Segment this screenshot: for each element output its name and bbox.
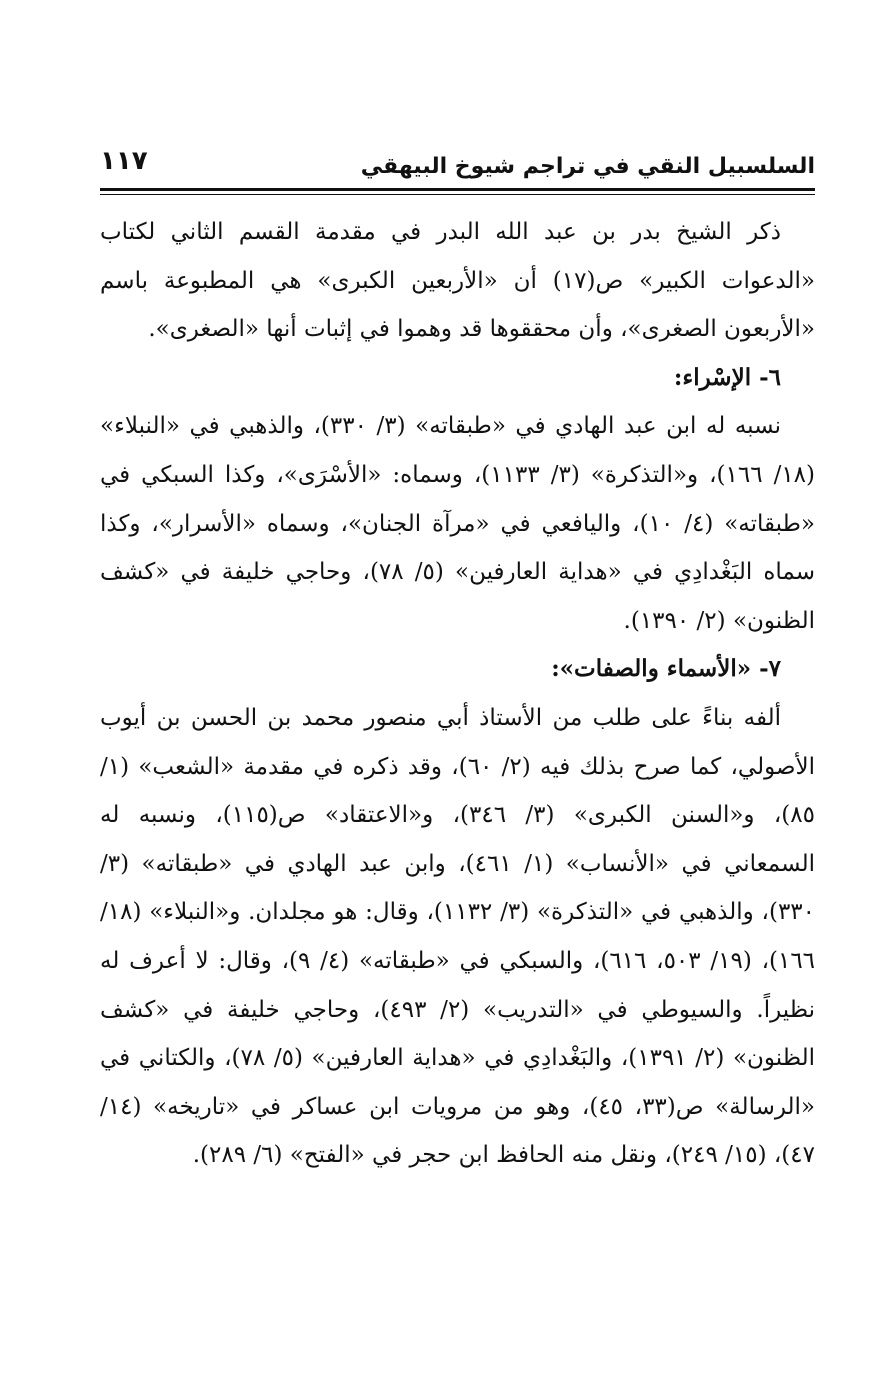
page-header [100, 142, 815, 186]
section-6-heading: ٦- الإسْراء: [673, 363, 781, 391]
header-rule-thick [100, 188, 815, 191]
book-title: السلسبيل النقي في تراجم شيوخ البيهقي [360, 154, 815, 179]
intro-paragraph: ذكر الشيخ بدر بن عبد الله البدر في مقدمة القسم الثاني لكتاب «الدعوات الكبير» ص(١٧) أن «الأربعين الكبرى» هي المطبوعة باسم «الأربعون الصغرى»، وأن محققوها قد وهموا في إثبات أنها «الصغرى». [100, 219, 815, 343]
section-7-paragraph: ألفه بناءً على طلب من الأستاذ أبي منصور محمد بن الحسن بن أيوب الأصولي، كما صرح بذلك فيه (٢/ ٦٠)، وقد ذكره في مقدمة «الشعب» (١/ ٨٥)، و«السنن الكبرى» (٣/ ٣٤٦)، و«الاعتقاد» ص(١١٥)، ونسبه له السمعاني في «الأنساب» (١/ ٤٦١)، وابن عبد الهادي في «طبقاته» (٣/ ٣٣٠)، والذهبي في «التذكرة» (٣/ ١١٣٢)، وقال: هو مجلدان. و«النبلاء» (١٨/ ١٦٦)، (١٩/ ٥٠٣، ٦١٦)، والسبكي في «طبقاته» (٤/ ٩)، وقال: لا أعرف له نظيراً. والسيوطي في «التدريب» (٢/ ٤٩٣)، وحاجي خليفة في «كشف الظنون» (٢/ ١٣٩١)، والبَغْدادِي في «هداية العارفين» (٥/ ٧٨)، والكتاني في «الرسالة» ص(٣٣، ٤٥)، وهو من مرويات ابن عساكر في «تاريخه» (١٤/ ٤٧)، (١٥/ ٢٤٩)، ونقل منه الحافظ ابن حجر في «الفتح» (٦/ ٢٨٩). [100, 704, 816, 1169]
page-body [100, 208, 815, 1180]
section-6-paragraph: نسبه له ابن عبد الهادي في «طبقاته» (٣/ ٣٣٠)، والذهبي في «النبلاء» (١٨/ ١٦٦)، و«التذكرة» (٣/ ١١٣٣)، وسماه: «الأسْرَى»، وكذا السبكي في «طبقاته» (٤/ ١٠)، واليافعي في «مرآة الجنان»، وسماه «الأسرار»، وكذا سماه البَغْدادِي في «هداية العارفين» (٥/ ٧٨)، وحاجي خليفة في «كشف الظنون» (٢/ ١٣٩٠). [100, 413, 816, 634]
header-rule-thin [100, 194, 815, 195]
page-number: ١١٧ [100, 146, 148, 176]
section-7-heading: ٧- «الأسماء والصفات»: [551, 655, 781, 683]
